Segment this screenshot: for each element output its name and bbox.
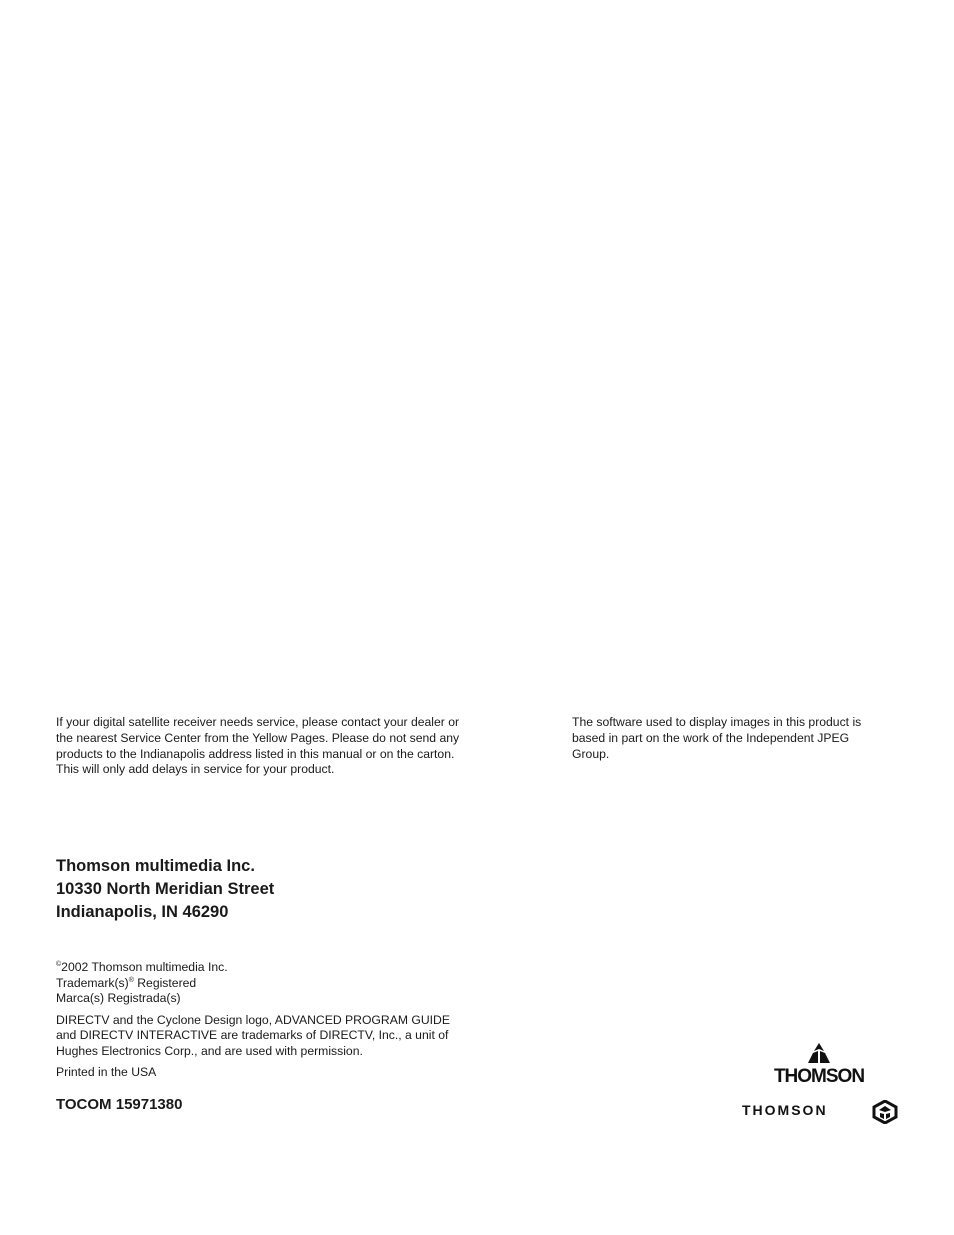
thomson-hexagon-icon <box>872 1100 898 1124</box>
software-notice-line: The software used to display images in this product is <box>572 715 862 729</box>
thomson-wordmark: THOMSON <box>773 1066 865 1087</box>
trademark-suffix: Registered <box>133 975 197 990</box>
trademark-prefix: Trademark(s) <box>56 975 129 990</box>
service-notice-line: If your digital satellite receiver needs service, please contact your dealer or <box>56 715 460 729</box>
registered-symbol: ® <box>128 976 134 984</box>
directv-line: and DIRECTV INTERACTIVE are trademarks of DIRECTV, Inc., a unit of <box>56 1028 449 1042</box>
thomson-logo-lower <box>742 1100 902 1126</box>
company-street: 10330 North Meridian Street <box>56 880 275 898</box>
marca-line: Marca(s) Registrada(s) <box>56 991 181 1005</box>
copyright-line <box>56 960 450 976</box>
software-notice <box>572 715 902 762</box>
printed-line: Printed in the USA <box>56 1065 157 1079</box>
product-code: TOCOM 15971380 <box>56 1096 183 1113</box>
copyright-symbol: © <box>56 961 62 968</box>
service-notice-line: products to the Indianapolis address listed in this manual or on the carton. <box>56 746 455 761</box>
service-notice-line: This will only add delays in service for your product. <box>56 762 335 777</box>
thomson-wordmark: THOMSON <box>742 1102 828 1118</box>
copyright-text: 2002 Thomson multimedia Inc. <box>61 960 228 974</box>
software-notice-line: based in part on the work of the Independent JPEG <box>572 730 850 745</box>
thomson-logo-upper <box>764 1042 874 1092</box>
company-city: Indianapolis, IN 46290 <box>56 903 229 921</box>
trademark-line <box>56 976 450 992</box>
directv-line: Hughes Electronics Corp., and are used with permission. <box>56 1043 363 1058</box>
legal-block <box>56 960 450 1081</box>
directv-line: DIRECTV and the Cyclone Design logo, ADVANCED PROGRAM GUIDE <box>56 1012 450 1027</box>
company-address <box>56 855 274 924</box>
thomson-emblem-icon <box>806 1042 832 1064</box>
company-name: Thomson multimedia Inc. <box>56 857 255 875</box>
service-notice-line: the nearest Service Center from the Yellow Pages. Please do not send any <box>56 730 460 745</box>
service-notice <box>56 715 496 778</box>
software-notice-line: Group. <box>572 746 610 761</box>
